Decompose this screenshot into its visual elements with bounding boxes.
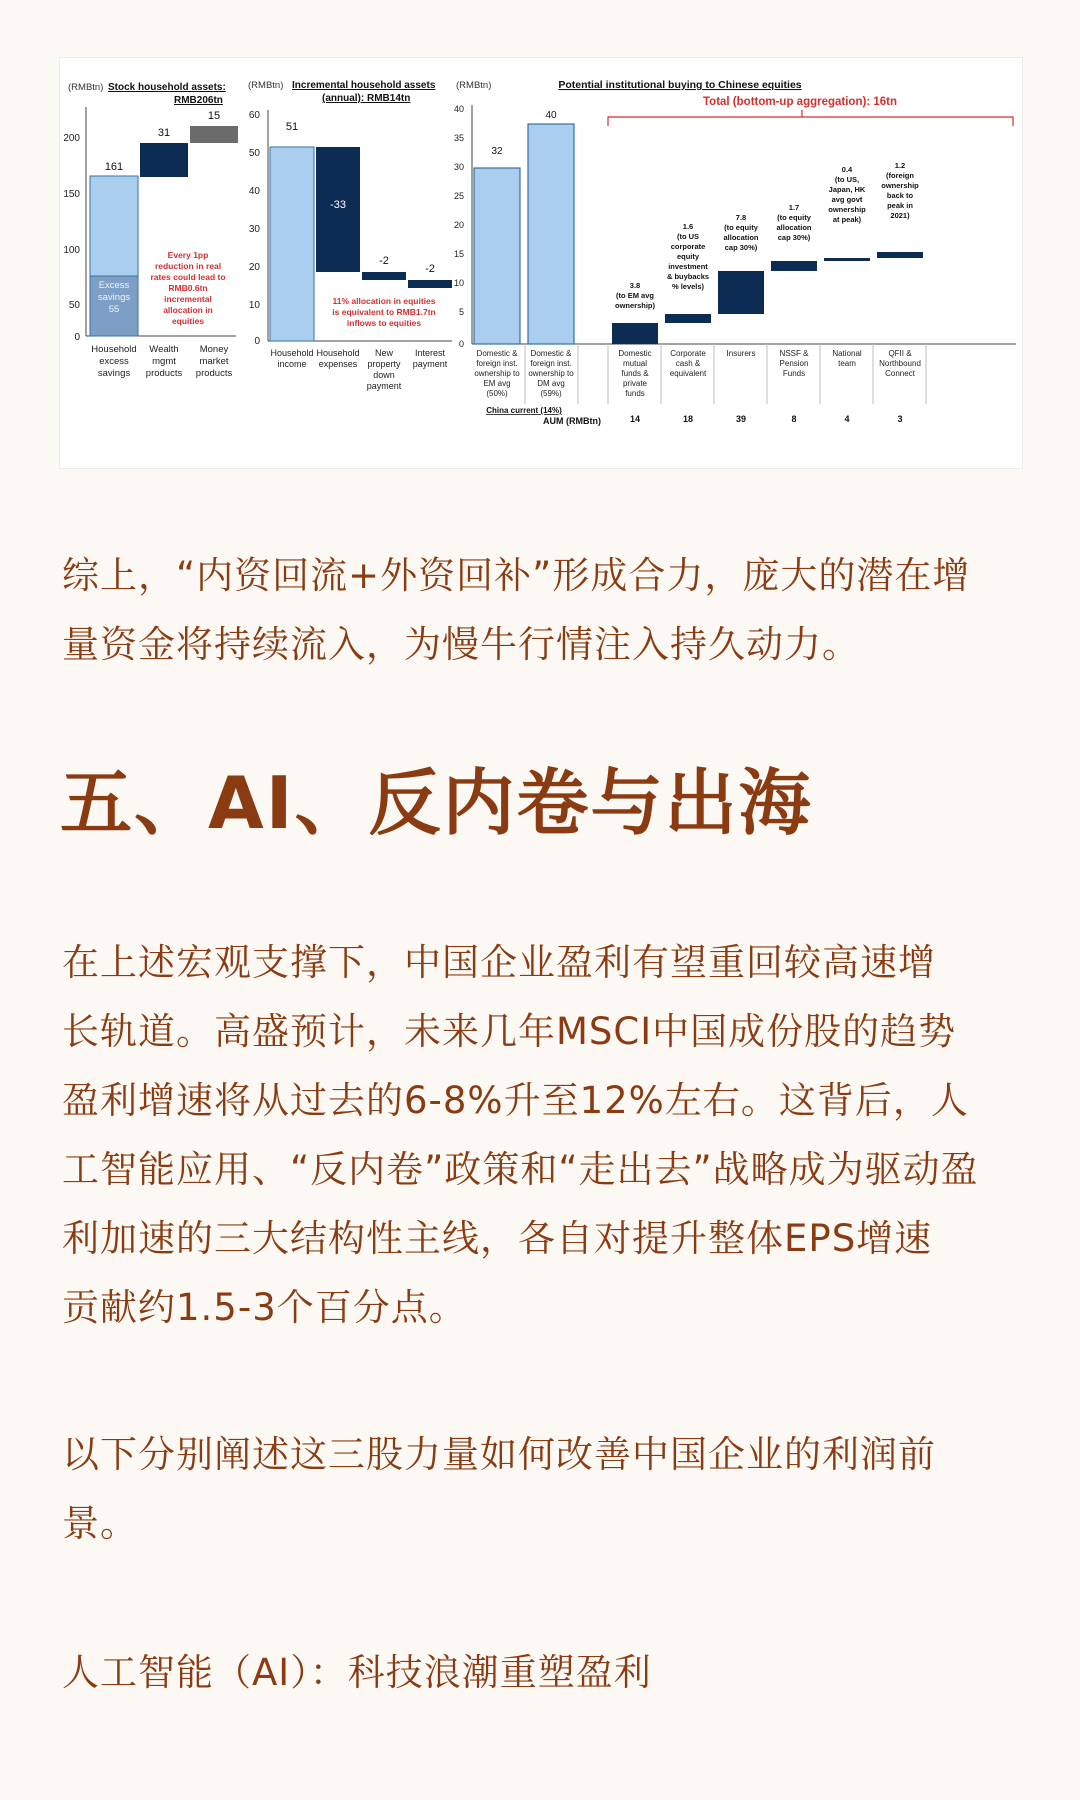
panel1-title-line2: RMB206tn xyxy=(174,95,223,106)
panel2-note-line: 11% allocation in equities xyxy=(332,296,436,306)
panel3-annotation: investment xyxy=(668,262,708,271)
panel1-note-line: rates could lead to xyxy=(150,272,226,282)
panel3-annotation: 1.2 xyxy=(894,161,906,170)
panel3-xlabel: funds & xyxy=(621,369,649,378)
panel3-annotation: (foreign xyxy=(886,171,914,180)
panel3-bar-dm xyxy=(528,124,574,344)
panel1-title-line1: Stock household assets: xyxy=(108,82,226,93)
panel3-annotation: allocation xyxy=(723,233,759,242)
panel3-ytick: 20 xyxy=(453,220,464,230)
panel3-annotation: Japan, HK xyxy=(828,185,866,194)
panel3-annotation: ownership) xyxy=(614,301,656,310)
panel3-brace xyxy=(608,110,1013,126)
panel1-xlabel: Money xyxy=(199,344,229,355)
panel2-ytick: 30 xyxy=(248,224,260,235)
panel1-note-line: allocation in xyxy=(163,305,213,315)
panel3-xlabel: Domestic & xyxy=(476,349,518,358)
panel3-bar-corporate-cash xyxy=(665,314,711,323)
panel3-aum-value: 3 xyxy=(897,414,903,424)
panel2-ytick: 0 xyxy=(254,336,260,347)
panel1-label-wealth: 31 xyxy=(157,127,171,139)
panel1-label-base: 161 xyxy=(104,161,124,173)
intro-paragraph xyxy=(62,1420,1020,1558)
panel2-xlabels xyxy=(270,348,447,391)
panel2-title-line1: Incremental household assets xyxy=(292,80,436,91)
panel1-bar-money xyxy=(190,126,238,143)
panel2-xlabel: expenses xyxy=(318,359,358,369)
panel1-note-line: reduction in real xyxy=(154,261,222,271)
panel3-annotation: (to equity xyxy=(777,213,811,222)
panel3-xlabels-right xyxy=(618,349,921,398)
panel3-bar-nssf xyxy=(771,261,817,271)
section-heading: 五、AI、反内卷与出海 xyxy=(60,761,813,845)
panel3-xlabel: DM avg xyxy=(537,379,565,388)
panel2-ytick: 20 xyxy=(248,262,260,273)
panel2-unit: (RMBtn) xyxy=(248,80,284,91)
panel1-note xyxy=(150,250,225,326)
panel3-xlabel: QFII & xyxy=(888,349,912,358)
panel2-label-income: 51 xyxy=(285,121,299,133)
panel3-xlabel: Corporate xyxy=(670,349,706,358)
panel1-ytick: 150 xyxy=(63,189,80,200)
panel1-ytick: 50 xyxy=(68,300,80,311)
panel3-annotation: (to US, xyxy=(834,175,860,184)
panel2-bar-property xyxy=(362,272,406,280)
panel3-aum-label: AUM (RMBtn) xyxy=(543,416,601,426)
panel3-annotation: corporate xyxy=(670,242,706,251)
panel3-xlabel: funds xyxy=(625,389,645,398)
panel2-ytick: 50 xyxy=(248,148,260,159)
panel3-ytick: 0 xyxy=(458,339,464,349)
panel3-xlabel: Pension xyxy=(779,359,809,368)
earnings-paragraph xyxy=(62,928,1020,1342)
panel3-aum-value: 8 xyxy=(791,414,797,424)
panel3-label-em: 32 xyxy=(491,146,503,157)
panel3-annotations xyxy=(615,161,919,310)
panel3-ytick: 15 xyxy=(453,249,464,259)
panel3-annotation: cap 30%) xyxy=(724,243,758,252)
panel2-xlabel: Household xyxy=(316,348,360,358)
panel2-xlabel: payment xyxy=(412,359,448,369)
panel3-xlabel: foreign inst. xyxy=(530,359,572,368)
paragraph-line: 工智能应用、“反内卷”政策和“走出去”战略成为驱动盈 xyxy=(62,1148,979,1191)
panel3-xlabel: Domestic & xyxy=(530,349,572,358)
panel3-ytick: 30 xyxy=(453,162,464,172)
panel1-xlabel: savings xyxy=(97,368,131,379)
panel2-ytick: 10 xyxy=(248,300,260,311)
panel3-annotation: 0.4 xyxy=(841,165,853,174)
panel3-xlabel: National xyxy=(832,349,862,358)
panel1-xlabel: excess xyxy=(99,356,129,367)
panel3-annotation: 7.8 xyxy=(735,213,747,222)
panel3-bar-qfii xyxy=(877,252,923,258)
panel2-title-line2: (annual): RMB14tn xyxy=(322,93,411,104)
panel2-note-line: inflows to equities xyxy=(346,318,422,328)
panel1-ytick: 100 xyxy=(63,245,80,256)
panel3-annotation: 1.7 xyxy=(788,203,800,212)
panel3-title: Potential institutional buying to Chinese equities xyxy=(558,79,802,91)
panel2-label-property: -2 xyxy=(379,255,389,267)
panel3-total: Total (bottom-up aggregation): 16tn xyxy=(703,96,897,108)
panel3-bar-mutual-funds xyxy=(612,323,658,344)
panel2-bar-income xyxy=(270,147,314,341)
panel3-ytick: 40 xyxy=(453,104,464,114)
panel3-xlabels-left xyxy=(474,349,574,398)
panel2-note-line: is equivalent to RMB1.7tn xyxy=(332,307,436,317)
panel1-bar-wealth xyxy=(140,143,188,177)
panel3-annotation: 3.8 xyxy=(629,281,641,290)
paragraph-line: 以下分别阐述这三股力量如何改善中国企业的利润前 xyxy=(62,1433,936,1476)
panel2-chart xyxy=(248,80,452,391)
panel1-ytick: 200 xyxy=(63,133,80,144)
panel1-xlabels xyxy=(91,344,232,379)
panel2-xlabel: property xyxy=(367,359,401,369)
panel3-annotation: 2021) xyxy=(890,211,910,220)
panel3-ytick: 10 xyxy=(453,278,464,288)
panel3-xlabel: mutual xyxy=(622,359,648,368)
panel2-label-interest: -2 xyxy=(425,263,435,275)
panel3-xlabel: team xyxy=(838,359,856,368)
panel3-chart xyxy=(454,79,1016,426)
paragraph-line: 盈利增速将从过去的6-8%升至12%左右。这背后，人 xyxy=(62,1079,969,1122)
paragraph-line: 量资金将持续流入，为慢牛行情注入持久动力。 xyxy=(62,623,860,666)
summary-paragraph xyxy=(62,541,1020,679)
panel1-xlabel: Household xyxy=(91,344,137,355)
panel3-aum-values xyxy=(630,414,903,424)
panel3-xlabel: Northbound xyxy=(879,359,921,368)
panel1-xlabel: mgmt xyxy=(152,356,176,367)
panel2-xlabel: New xyxy=(374,348,394,358)
panel3-annotation: cap 30%) xyxy=(777,233,811,242)
panel2-ytick: 60 xyxy=(248,110,260,121)
panel1-ytick: 0 xyxy=(74,332,80,343)
panel3-annotation: peak in xyxy=(887,201,913,210)
panel1-label-money: 15 xyxy=(207,110,221,122)
panel3-xlabel: ownership to xyxy=(474,369,520,378)
panel3-xlabel: Domestic xyxy=(618,349,652,358)
panel1-unit: (RMBtn) xyxy=(68,82,104,93)
panel2-ytick: 40 xyxy=(248,186,260,197)
panel3-ytick: 5 xyxy=(458,307,464,317)
panel1-bar-household-upper xyxy=(90,176,138,276)
panel3-annotation: & buybacks xyxy=(666,272,710,281)
panel3-annotation: (to US xyxy=(676,232,700,241)
panel1-xlabel: products xyxy=(195,368,233,379)
panel1-excess-line2: savings xyxy=(97,292,131,303)
panel3-unit: (RMBtn) xyxy=(456,80,492,91)
panel2-label-expenses: -33 xyxy=(330,199,346,211)
panel1-note-line: Every 1pp xyxy=(167,250,209,260)
panel3-annotation: avg govt xyxy=(831,195,863,204)
panel1-note-line: RMB0.6tn xyxy=(168,283,208,293)
panel3-aum-value: 14 xyxy=(629,414,641,424)
panel3-xlabel: foreign inst. xyxy=(476,359,518,368)
paragraph-line: 利加速的三大结构性主线，各自对提升整体EPS增速 xyxy=(62,1217,933,1260)
panel1-note-line: equities xyxy=(171,316,205,326)
panel3-xlabel: equivalent xyxy=(669,369,707,378)
panel3-xlabel: EM avg xyxy=(483,379,511,388)
paragraph-line: 长轨道。高盛预计，未来几年MSCI中国成份股的趋势 xyxy=(62,1010,957,1053)
panel1-xlabel: Wealth xyxy=(149,344,179,355)
paragraph-line: 在上述宏观支撑下，中国企业盈利有望重回较高速增 xyxy=(62,941,936,984)
panel3-yticks xyxy=(454,104,464,349)
panel3-aum-value: 39 xyxy=(735,414,747,424)
panel3-xlabel: (59%) xyxy=(540,389,562,398)
panel1-excess-line1: Excess xyxy=(98,280,130,291)
panel2-bar-interest xyxy=(408,280,452,288)
panel3-table-grid xyxy=(525,344,926,404)
panel1-chart xyxy=(63,82,238,379)
panel3-aum-value: 4 xyxy=(844,414,850,424)
panel3-label-dm: 40 xyxy=(545,110,557,121)
panel3-annotation: 1.6 xyxy=(682,222,694,231)
panel3-annotation: at peak) xyxy=(832,215,862,224)
panel1-xlabel: products xyxy=(145,368,183,379)
panel2-note xyxy=(332,296,435,328)
panel2-xlabel: Interest xyxy=(414,348,446,358)
panel1-xlabel: market xyxy=(199,356,229,367)
panel3-annotation: back to xyxy=(886,191,914,200)
panel3-annotation: (to equity xyxy=(724,223,758,232)
ai-subheading: 人工智能（AI）：科技浪潮重塑盈利 xyxy=(62,1651,652,1694)
panel2-xlabel: Household xyxy=(270,348,314,358)
panel1-excess-value: 55 xyxy=(108,304,120,315)
panel3-bar-em xyxy=(474,168,520,344)
panel2-xlabel: down xyxy=(373,370,395,380)
panel3-xlabel: cash & xyxy=(675,359,701,368)
panel3-annotation: allocation xyxy=(776,223,812,232)
panel3-annotation: equity xyxy=(676,252,700,261)
panel3-xlabel: private xyxy=(622,379,648,388)
panel3-xlabel: NSSF & xyxy=(779,349,809,358)
panel3-xlabel: Connect xyxy=(885,369,915,378)
chart-figure xyxy=(60,58,1022,468)
panel3-xlabel: ownership to xyxy=(528,369,574,378)
panel3-xlabel: (50%) xyxy=(486,389,508,398)
panel3-ytick: 25 xyxy=(453,191,464,201)
panel3-xlabel: Funds xyxy=(782,369,806,378)
panel3-bar-national-team xyxy=(824,258,870,261)
panel3-annotation: (to EM avg xyxy=(616,291,654,300)
panel3-annotation: ownership xyxy=(828,205,866,214)
panel3-ytick: 35 xyxy=(453,133,464,143)
panel2-xlabel: income xyxy=(277,359,307,369)
panel3-bar-insurers xyxy=(718,271,764,314)
paragraph-line: 景。 xyxy=(62,1502,138,1545)
panel2-xlabel: payment xyxy=(366,381,402,391)
panel3-annotation: % levels) xyxy=(671,282,705,291)
panel3-aum-value: 18 xyxy=(682,414,694,424)
paragraph-line: 综上，“内资回流+外资回补”形成合力，庞大的潜在增 xyxy=(62,554,971,597)
panel3-xlabel: Insurers xyxy=(726,349,756,358)
paragraph-line: 贡献约1.5-3个百分点。 xyxy=(62,1286,467,1329)
panel1-note-line: incremental xyxy=(164,294,212,304)
panel3-annotation: ownership xyxy=(881,181,919,190)
panel3-china-current: China current (14%) xyxy=(486,406,562,415)
